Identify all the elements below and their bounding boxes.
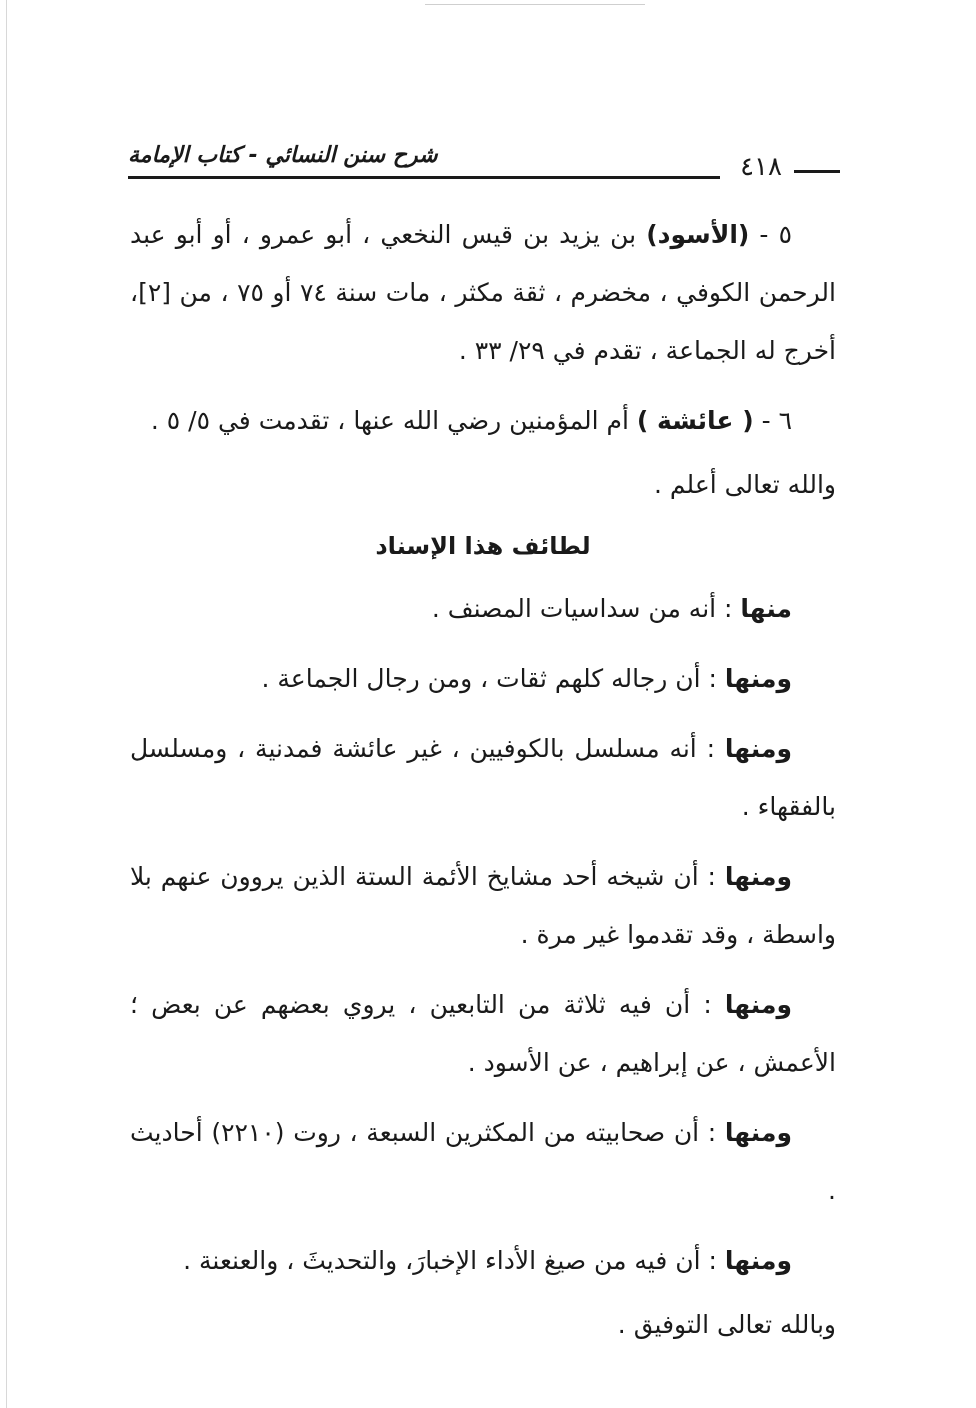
narrator-name: (الأسود): [646, 220, 750, 249]
benefit-lead: ومنها: [724, 734, 792, 763]
benefit-text: : أنه مسلسل بالكوفيين ، غير عائشة فمدنية ، ومسلسل بالفقهاء .: [130, 734, 836, 821]
benefit-text: : أن صحابيته من المكثرين السبعة ، روت (٢٢١٠) أحاديث .: [130, 1118, 836, 1205]
benefit-lead: ومنها: [724, 664, 792, 693]
benefit-text: : أن فيه من صيغ الأداء الإخبارَ، والتحديثَ ، والعنعنة .: [183, 1246, 725, 1275]
benefit-lead: منها: [740, 594, 792, 623]
page-body: [130, 206, 836, 1366]
benefit-lead: ومنها: [724, 862, 792, 891]
benefit-item: [130, 650, 836, 708]
benefit-item: [130, 580, 836, 638]
benefit-lead: ومنها: [724, 990, 792, 1019]
running-title: شرح سنن النسائي - كتاب الإمامة: [128, 143, 438, 168]
narrator-5: [130, 206, 836, 380]
benefit-item: [130, 976, 836, 1092]
benefit-text: : أن شيخه أحد مشايخ الأئمة الستة الذين يروون عنهم بلا واسطة ، وقد تقدموا غير مرة .: [130, 862, 836, 949]
section-heading: لطائف هذا الإسناد: [375, 532, 591, 560]
benefit-lead: ومنها: [724, 1118, 792, 1147]
narrator-text: أم المؤمنين رضي الله عنها ، تقدمت في ٥/ ٥ .: [150, 406, 637, 435]
benefit-text: : أنه من سداسيات المصنف .: [431, 594, 741, 623]
benefit-lead: ومنها: [724, 1246, 792, 1275]
narrator-text: بن يزيد بن قيس النخعي ، أبو عمرو ، أو أبو عبد الرحمن الكوفي ، مخضرم ، ثقة مكثر ، مات سنة ٧٤ أو ٧٥ ، من [٢]، أخرج له الجماعة ، تقدم في ٢٩/ ٣٣ .: [130, 220, 836, 365]
closing-formula: والله تعالى أعلم .: [654, 470, 836, 499]
benefit-item: [130, 1232, 836, 1290]
scan-edge-left: [6, 0, 7, 1408]
narrator-6: [130, 392, 836, 450]
page-number-dash: [794, 170, 840, 173]
benefit-text: : أن رجاله كلهم ثقات ، ومن رجال الجماعة .: [261, 664, 725, 693]
closing-formula: وبالله تعالى التوفيق .: [617, 1310, 836, 1339]
page-number: ٤١٨: [740, 152, 782, 182]
scan-edge-top: [425, 4, 645, 5]
header-rule: [128, 176, 720, 179]
benefit-item: [130, 720, 836, 836]
benefit-item: [130, 1104, 836, 1220]
narrator-number: ٥ -: [749, 220, 792, 249]
benefit-item: [130, 848, 836, 964]
running-header: [128, 138, 840, 186]
narrator-number: ٦ -: [753, 406, 792, 435]
narrator-name: ( عائشة ): [636, 406, 754, 435]
benefit-text: : أن فيه ثلاثة من التابعين ، يروي بعضهم عن بعض ؛ الأعمش ، عن إبراهيم ، عن الأسود .: [130, 990, 836, 1077]
